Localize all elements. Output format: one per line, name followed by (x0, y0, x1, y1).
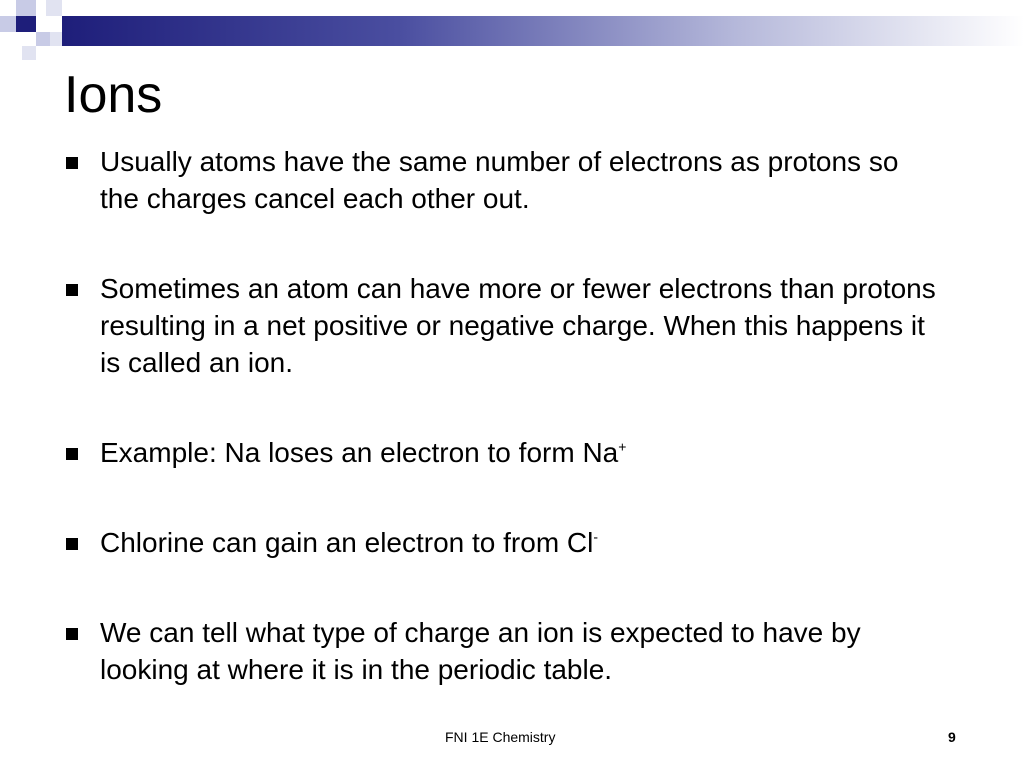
bullet-item (62, 270, 942, 381)
square-bullet-icon (66, 448, 78, 460)
decor-square (16, 16, 36, 32)
bullet-item (62, 143, 942, 217)
bullet-text: Sometimes an atom can have more or fewer electrons than protons resulting in a net positive or negative charge. When this happens it is called an ion. (100, 273, 936, 378)
decor-square (16, 0, 36, 16)
decor-square (22, 46, 36, 60)
decor-square (50, 32, 62, 46)
bullet-item (62, 614, 942, 688)
header-gradient-bar (62, 16, 1024, 46)
bullet-text: We can tell what type of charge an ion is expected to have by looking at where it is in the periodic table. (100, 617, 861, 685)
square-bullet-icon (66, 157, 78, 169)
decor-square (46, 0, 62, 16)
square-bullet-icon (66, 284, 78, 296)
bullet-list (62, 143, 942, 741)
ion-charge-superscript: + (618, 438, 627, 455)
footer-text: FNI 1E Chemistry (445, 729, 556, 745)
decor-square (36, 16, 62, 32)
bullet-text: Usually atoms have the same number of electrons as protons so the charges cancel each other out. (100, 146, 899, 214)
slide-footer (0, 728, 1024, 746)
slide-number: 9 (948, 729, 956, 745)
bullet-item (62, 434, 942, 471)
slide-title: Ions (64, 66, 163, 124)
decor-square (0, 16, 16, 32)
square-bullet-icon (66, 538, 78, 550)
bullet-text: Chlorine can gain an electron to from Cl (100, 527, 594, 558)
ion-charge-superscript: - (593, 528, 599, 545)
bullet-item (62, 524, 942, 561)
bullet-text: Example: Na loses an electron to form Na (100, 437, 619, 468)
square-bullet-icon (66, 628, 78, 640)
decor-square (36, 32, 50, 46)
